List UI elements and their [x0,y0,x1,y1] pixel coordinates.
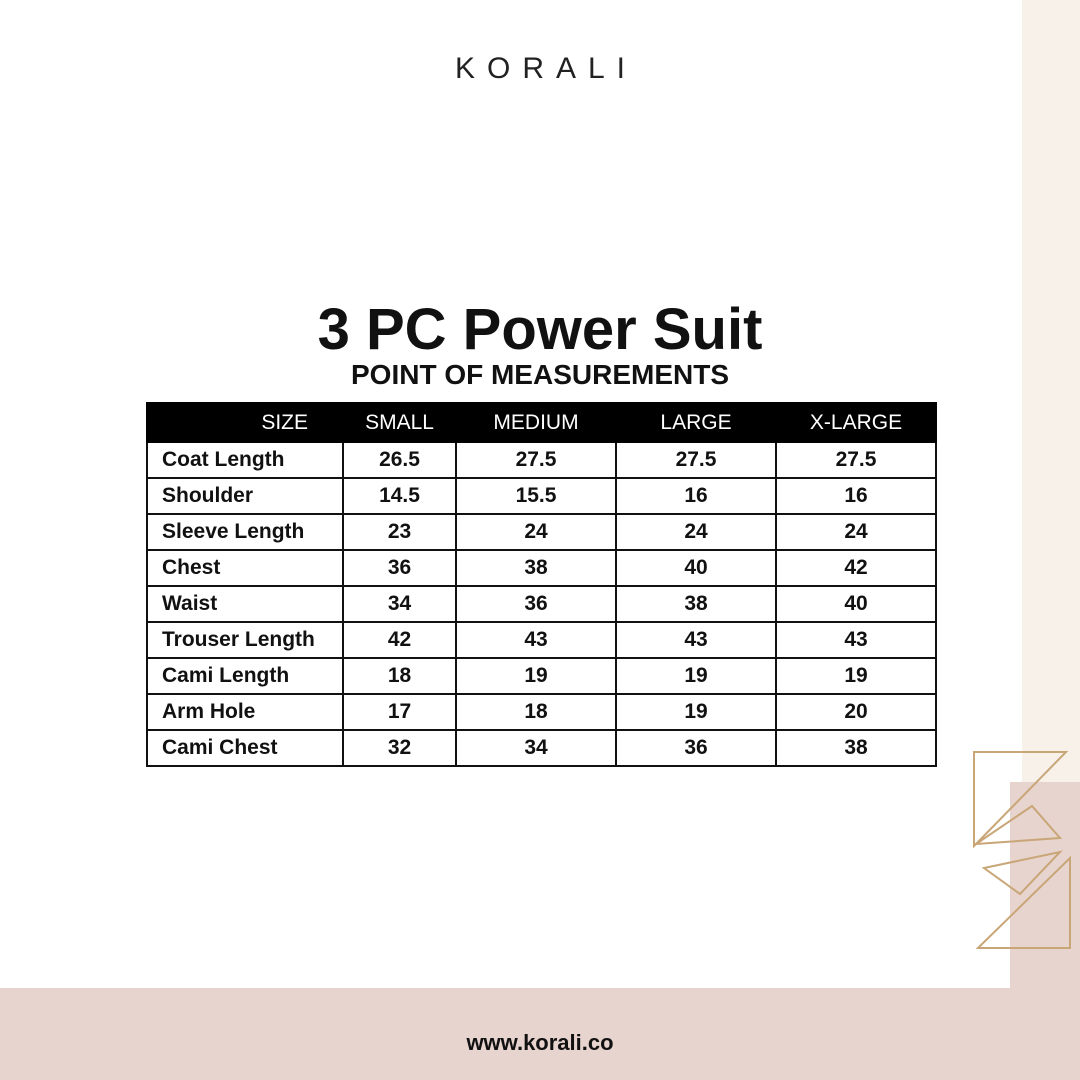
table-cell: 40 [776,586,936,622]
table-row [147,514,936,550]
table-cell: 19 [776,658,936,694]
header-medium: MEDIUM [456,403,616,442]
row-label: Shoulder [147,478,343,514]
table-cell: 26.5 [343,442,456,478]
table-cell: 16 [616,478,776,514]
table-row [147,622,936,658]
table-cell: 36 [343,550,456,586]
table-row [147,694,936,730]
table-cell: 19 [616,694,776,730]
table-cell: 19 [616,658,776,694]
table-cell: 27.5 [456,442,616,478]
table-row [147,586,936,622]
table-cell: 17 [343,694,456,730]
table-cell: 38 [776,730,936,766]
table-cell: 42 [343,622,456,658]
header-small: SMALL [343,403,456,442]
table-row [147,730,936,766]
row-label: Waist [147,586,343,622]
table-cell: 42 [776,550,936,586]
header-large: LARGE [616,403,776,442]
table-cell: 27.5 [776,442,936,478]
table-cell: 43 [616,622,776,658]
table-cell: 38 [616,586,776,622]
row-label: Arm Hole [147,694,343,730]
row-label: Cami Length [147,658,343,694]
table-cell: 18 [343,658,456,694]
table-row [147,442,936,478]
table-header-row [147,403,936,442]
table-cell: 14.5 [343,478,456,514]
header-size: SIZE [147,403,343,442]
table-cell: 43 [776,622,936,658]
table-cell: 34 [343,586,456,622]
table-cell: 32 [343,730,456,766]
header-x-large: X-LARGE [776,403,936,442]
table-cell: 18 [456,694,616,730]
table-cell: 36 [456,586,616,622]
table-cell: 24 [776,514,936,550]
brand-logo: KORALI [454,52,638,85]
table-cell: 38 [456,550,616,586]
table-cell: 20 [776,694,936,730]
row-label: Trouser Length [147,622,343,658]
table-row [147,550,936,586]
row-label: Sleeve Length [147,514,343,550]
row-label: Chest [147,550,343,586]
table-cell: 40 [616,550,776,586]
page-title: 3 PC Power Suit [317,297,763,362]
table-cell: 23 [343,514,456,550]
table-cell: 15.5 [456,478,616,514]
gold-triangles-decoration-icon [970,748,1080,953]
table-cell: 24 [616,514,776,550]
table-cell: 24 [456,514,616,550]
row-label: Cami Chest [147,730,343,766]
table-cell: 36 [616,730,776,766]
table-row [147,478,936,514]
table-cell: 16 [776,478,936,514]
table-cell: 43 [456,622,616,658]
page-subtitle: POINT OF MEASUREMENTS [350,359,729,390]
row-label: Coat Length [147,442,343,478]
website-url: www.korali.co [466,1030,614,1055]
table-cell: 19 [456,658,616,694]
table-row [147,658,936,694]
table-cell: 34 [456,730,616,766]
table-cell: 27.5 [616,442,776,478]
size-chart-table [146,402,937,767]
